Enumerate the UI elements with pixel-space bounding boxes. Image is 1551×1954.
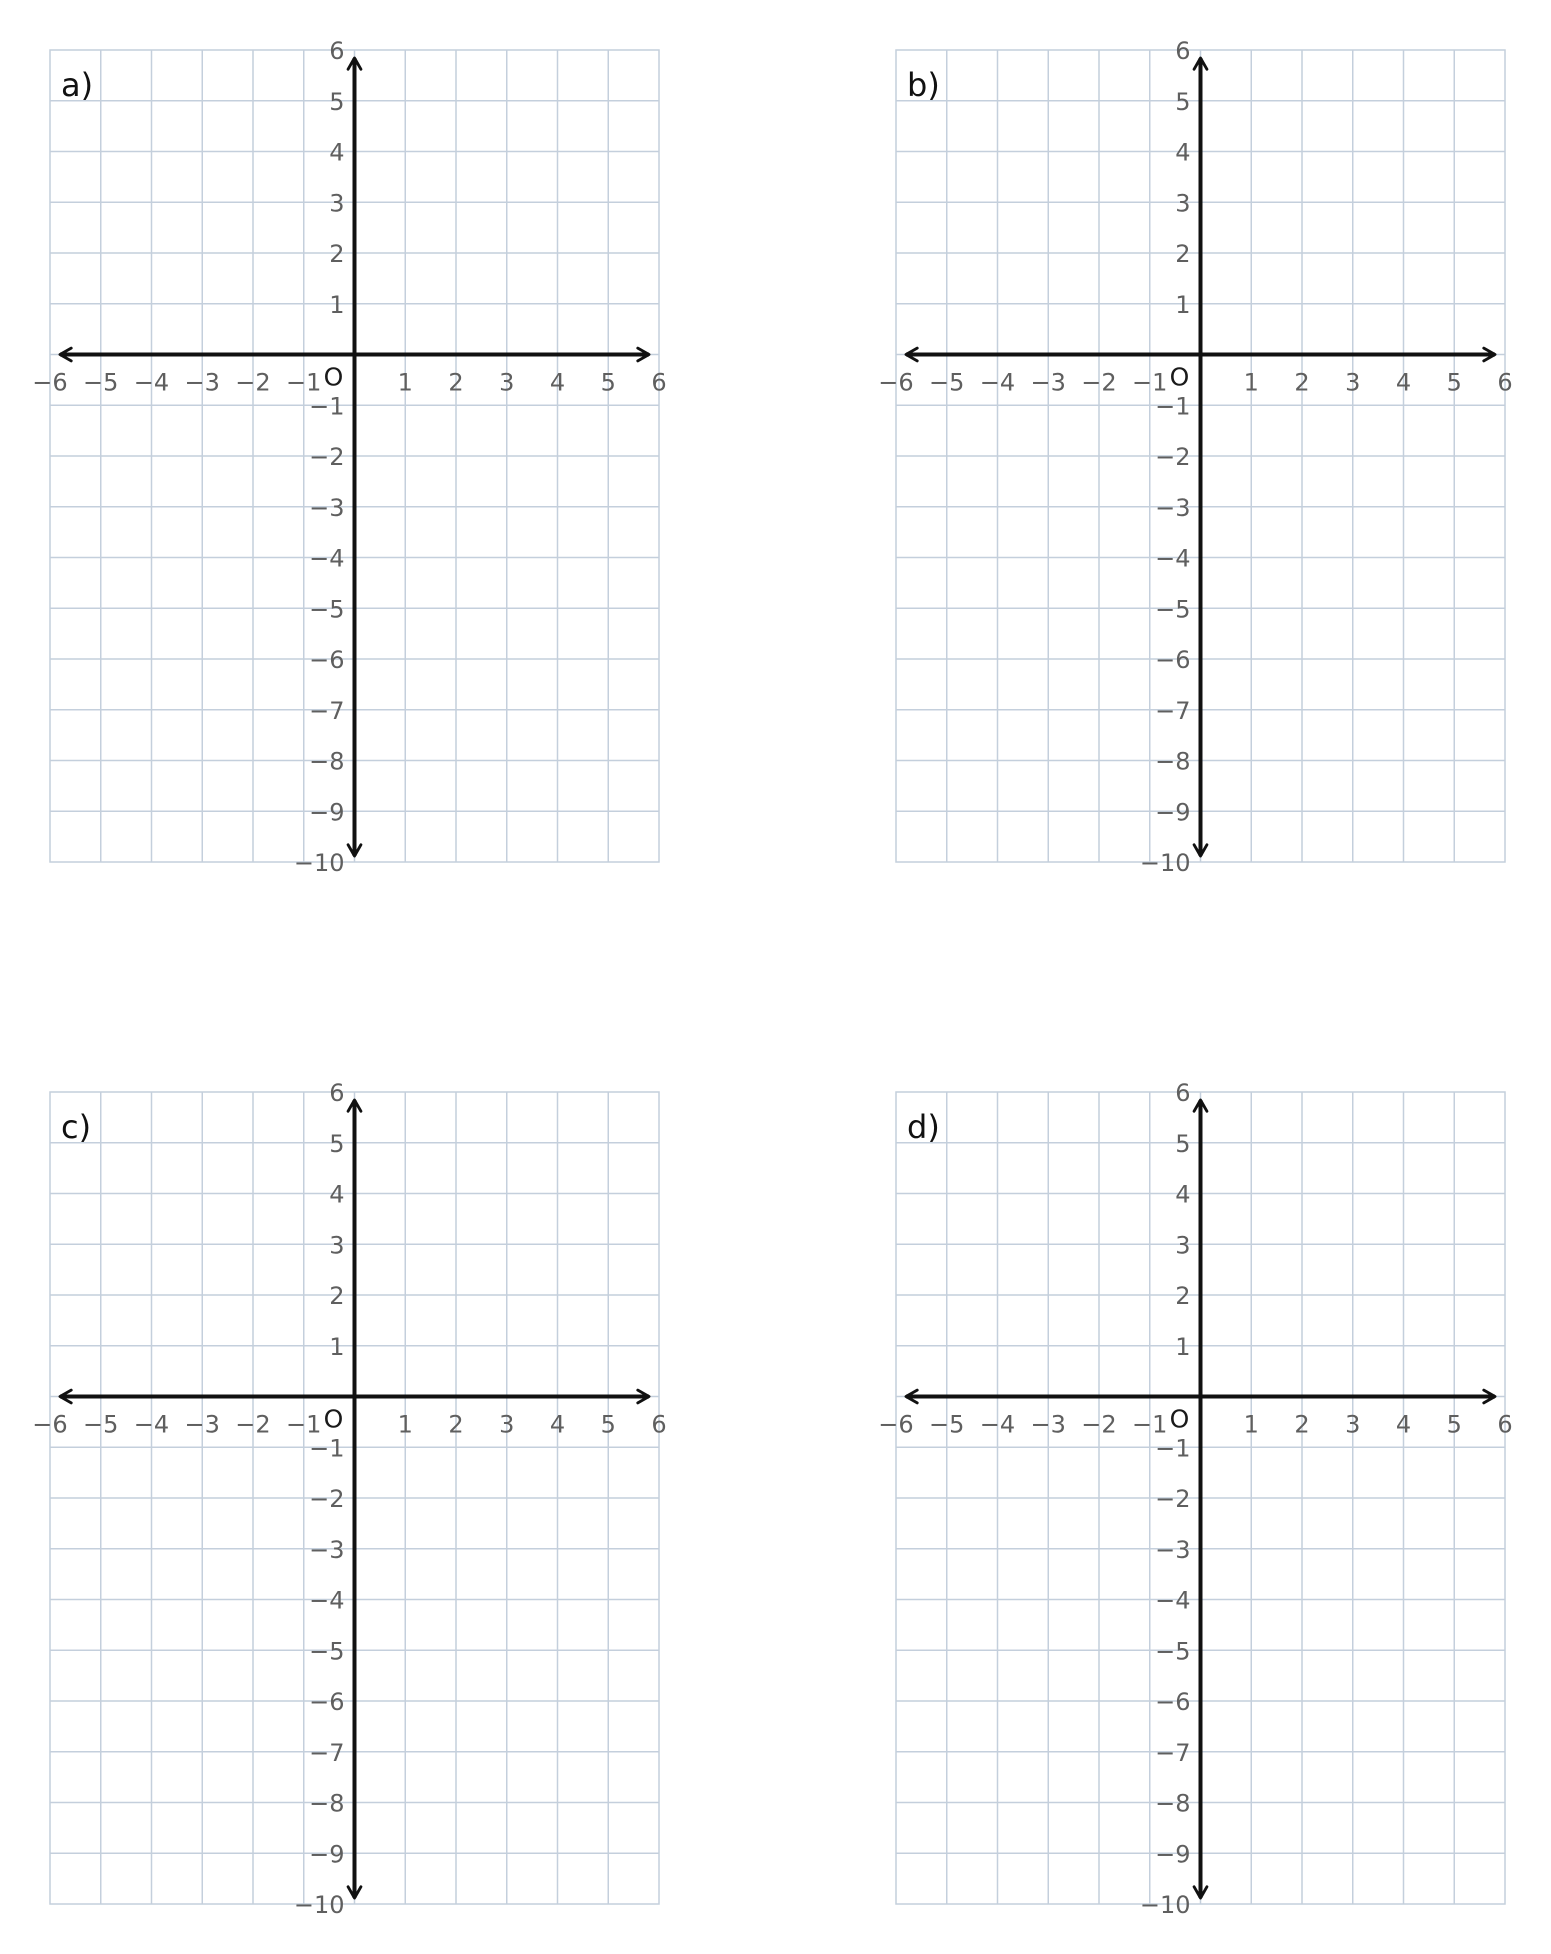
x-tick-label: 3: [1345, 1410, 1361, 1439]
y-tick-label: −6: [309, 1688, 345, 1716]
y-tick-label: −10: [293, 1891, 345, 1919]
y-tick-label: 3: [329, 1231, 345, 1260]
x-tick-label: 2: [448, 1410, 464, 1439]
y-tick-label: 5: [329, 1129, 345, 1158]
y-tick-label: −7: [309, 1738, 345, 1767]
y-tick-label: 2: [329, 1282, 345, 1310]
y-tick-label: −7: [309, 696, 345, 725]
x-tick-label: 4: [1395, 1410, 1412, 1439]
x-tick-label: 2: [1294, 1410, 1310, 1439]
x-tick-label: 5: [1446, 1410, 1462, 1439]
x-tick-label: −5: [929, 368, 965, 397]
origin-label: O: [1169, 362, 1190, 392]
y-tick-label: 3: [1175, 189, 1191, 218]
panel-label: b): [907, 66, 940, 104]
coordinate-plane-d: [878, 1079, 1512, 1919]
x-tick-label: −5: [83, 1410, 119, 1439]
y-tick-label: −6: [309, 646, 345, 674]
x-tick-label: −1: [1132, 368, 1168, 397]
x-tick-label: −1: [286, 368, 322, 397]
y-tick-label: −2: [1155, 1485, 1191, 1513]
x-tick-label: −2: [235, 368, 271, 397]
y-tick-label: −8: [1155, 747, 1191, 776]
x-tick-label: −6: [878, 368, 914, 397]
x-tick-label: −4: [133, 1410, 170, 1439]
y-tick-label: −7: [1155, 696, 1191, 725]
y-tick-label: −9: [309, 798, 345, 827]
y-tick-label: 4: [1175, 1180, 1191, 1209]
y-tick-label: 4: [1175, 138, 1191, 167]
y-tick-label: −1: [309, 392, 345, 421]
y-tick-label: −4: [1155, 544, 1191, 573]
x-tick-label: 3: [499, 368, 515, 397]
y-tick-label: 1: [329, 290, 345, 319]
origin-label: O: [323, 1404, 344, 1434]
y-tick-label: −3: [309, 493, 345, 522]
x-tick-label: −2: [1081, 368, 1117, 397]
x-tick-label: −5: [83, 368, 119, 397]
x-tick-label: 6: [1497, 1410, 1513, 1439]
y-tick-label: −1: [1155, 392, 1191, 421]
x-tick-label: 6: [1497, 368, 1513, 397]
y-tick-label: 5: [1175, 1129, 1191, 1158]
panel-label: a): [61, 66, 94, 104]
y-tick-label: 2: [329, 240, 345, 268]
y-tick-label: −3: [309, 1535, 345, 1564]
x-tick-label: −2: [235, 1410, 271, 1439]
y-tick-label: −7: [1155, 1738, 1191, 1767]
y-tick-label: −5: [309, 595, 345, 624]
y-tick-label: 1: [329, 1332, 345, 1361]
x-tick-label: 5: [1446, 368, 1462, 397]
y-tick-label: −2: [1155, 443, 1191, 471]
x-tick-label: −5: [929, 1410, 965, 1439]
origin-label: O: [1169, 1404, 1190, 1434]
y-tick-label: −9: [1155, 1840, 1191, 1869]
x-tick-label: 5: [600, 368, 616, 397]
x-tick-label: 3: [1345, 368, 1361, 397]
x-tick-label: −3: [184, 1410, 220, 1439]
y-tick-label: −3: [1155, 493, 1191, 522]
x-tick-label: −6: [878, 1410, 914, 1439]
y-tick-label: 3: [1175, 1231, 1191, 1260]
x-tick-label: 4: [549, 368, 566, 397]
x-tick-label: 4: [1395, 368, 1412, 397]
y-tick-label: 5: [1175, 87, 1191, 116]
x-tick-label: −4: [979, 368, 1016, 397]
y-tick-label: −3: [1155, 1535, 1191, 1564]
y-tick-label: 6: [329, 37, 345, 65]
y-tick-label: 6: [329, 1079, 345, 1107]
x-tick-label: 1: [397, 368, 413, 397]
y-tick-label: 2: [1175, 1282, 1191, 1310]
x-tick-label: 1: [1243, 368, 1259, 397]
coordinate-plane-a: [32, 37, 666, 877]
x-tick-label: 6: [651, 1410, 667, 1439]
y-tick-label: −2: [309, 443, 345, 471]
x-tick-label: 2: [1294, 368, 1310, 397]
y-tick-label: −8: [1155, 1789, 1191, 1818]
y-tick-label: 4: [329, 138, 345, 167]
y-tick-label: −5: [1155, 1637, 1191, 1666]
y-tick-label: 6: [1175, 1079, 1191, 1107]
y-tick-label: −10: [1139, 1891, 1191, 1919]
y-tick-label: 1: [1175, 290, 1191, 319]
y-tick-label: −1: [1155, 1434, 1191, 1463]
x-tick-label: −4: [979, 1410, 1016, 1439]
y-tick-label: 6: [1175, 37, 1191, 65]
x-tick-label: 6: [651, 368, 667, 397]
y-tick-label: 3: [329, 189, 345, 218]
origin-label: O: [323, 362, 344, 392]
y-tick-label: −5: [309, 1637, 345, 1666]
y-tick-label: −9: [1155, 798, 1191, 827]
x-tick-label: −6: [32, 1410, 68, 1439]
y-tick-label: 2: [1175, 240, 1191, 268]
y-tick-label: −9: [309, 1840, 345, 1869]
x-tick-label: 5: [600, 1410, 616, 1439]
x-tick-label: −3: [1030, 368, 1066, 397]
x-tick-label: −6: [32, 368, 68, 397]
y-tick-label: 1: [1175, 1332, 1191, 1361]
x-tick-label: −1: [286, 1410, 322, 1439]
x-tick-label: 1: [397, 1410, 413, 1439]
y-tick-label: −1: [309, 1434, 345, 1463]
x-tick-label: −4: [133, 368, 170, 397]
y-tick-label: −2: [309, 1485, 345, 1513]
x-tick-label: 4: [549, 1410, 566, 1439]
y-tick-label: −6: [1155, 646, 1191, 674]
x-tick-label: 3: [499, 1410, 515, 1439]
y-tick-label: 4: [329, 1180, 345, 1209]
x-tick-label: −3: [184, 368, 220, 397]
coordinate-plane-b: [878, 37, 1512, 877]
x-tick-label: −1: [1132, 1410, 1168, 1439]
y-tick-label: −6: [1155, 1688, 1191, 1716]
y-tick-label: −8: [309, 1789, 345, 1818]
y-tick-label: −4: [1155, 1586, 1191, 1615]
panel-label: c): [61, 1108, 92, 1146]
x-tick-label: −2: [1081, 1410, 1117, 1439]
y-tick-label: −10: [1139, 849, 1191, 877]
y-tick-label: −8: [309, 747, 345, 776]
y-tick-label: −4: [309, 544, 345, 573]
y-tick-label: −4: [309, 1586, 345, 1615]
y-tick-label: −5: [1155, 595, 1191, 624]
coordinate-plane-c: [32, 1079, 666, 1919]
panel-label: d): [907, 1108, 940, 1146]
x-tick-label: 1: [1243, 1410, 1259, 1439]
y-tick-label: 5: [329, 87, 345, 116]
x-tick-label: −3: [1030, 1410, 1066, 1439]
x-tick-label: 2: [448, 368, 464, 397]
y-tick-label: −10: [293, 849, 345, 877]
